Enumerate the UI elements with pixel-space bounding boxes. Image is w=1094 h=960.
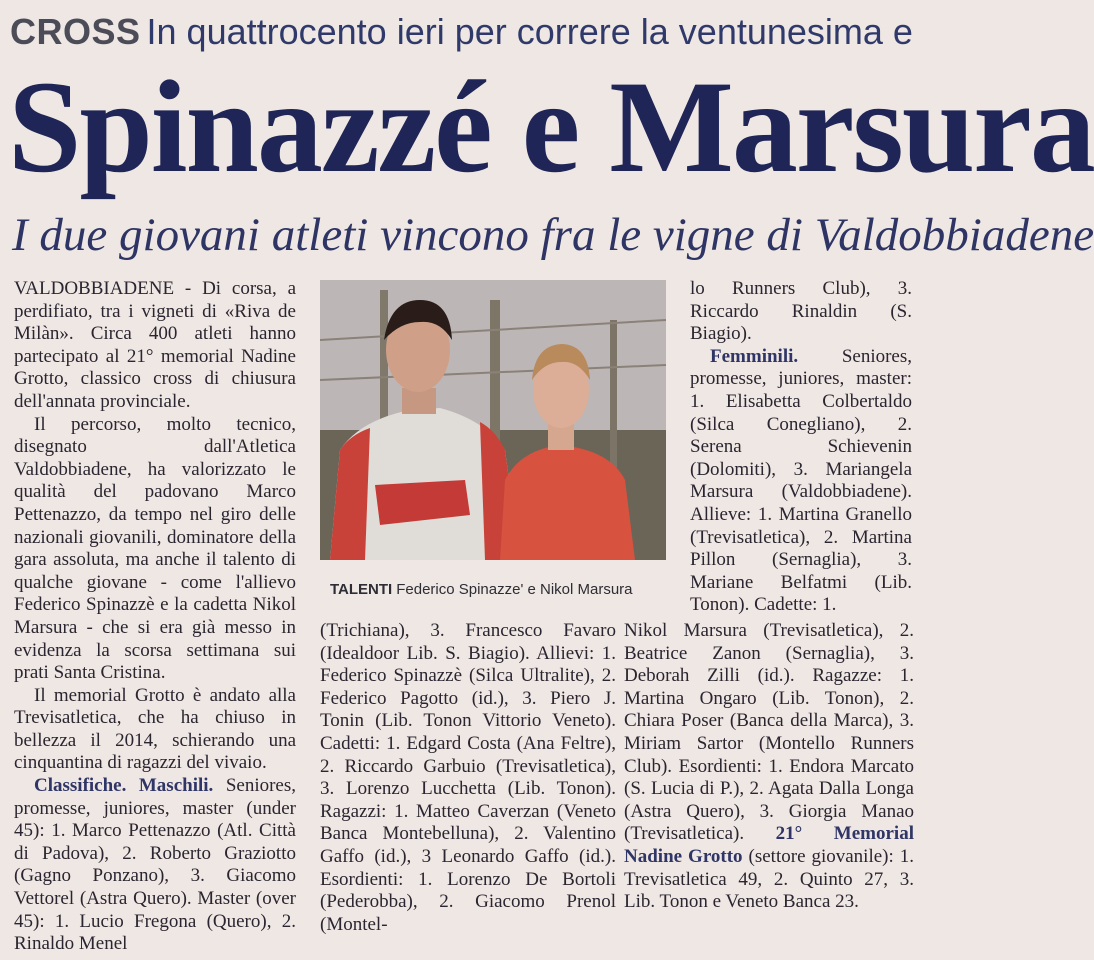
results-female-text: Seniores, promesse, juniores, master: 1. Elisabetta Colbertaldo (Silca Conegliano), 2. Serena Schievenin (Dolomiti), 3. Mariangela Marsura (Valdobbiadene). Allieve: 1. Martina Granello (Trevisatletica), 2. Martina Pillon (Sernaglia), 3. Mariane Belfatmi (Lib. Tonon). Cadette: 1. [690, 345, 912, 616]
caption-text: Federico Spinazze' e Nikol Marsura [396, 581, 633, 598]
paragraph-results-female-cont [624, 620, 914, 914]
article-column-2 [320, 620, 616, 936]
memorial-heading: 21° Memorial Nadine Grotto [624, 823, 914, 867]
results-female-cont-text: Nikol Marsura (Trevisatletica), 2. Beatrice Zanon (Sernaglia), 3. Deborah Zilli (id.). Ragazze: 1. Martina Ongaro (Lib. Tonon), 2. Chiara Poser (Banca della Marca), 3. Miriam Sartor (Montello Runners Club). Esordienti: 1. Endora Marcato (S. Lucia di P.), 2. Agata Dalla Longa (Astra Quero), 3. Giorgia Manao (Trevisatletica). [624, 620, 914, 845]
kicker [10, 6, 925, 58]
paragraph-intro: VALDOBBIADENE - Di corsa, a perdifiato, tra i vigneti di «Riva de Milàn». Circa 400 atleti hanno partecipato al 21° memorial Nadine Grotto, classico cross di chiusura dell'annata provinciale. [14, 278, 296, 412]
article-column-1 [14, 278, 296, 956]
female-heading: Femminili. [710, 345, 799, 367]
paragraph-results-male-cont: (Trichiana), 3. Francesco Favaro (Idealdoor Lib. S. Biagio). Allievi: 1. Federico Spinazzè (Silca Ultralite), 2. Federico Pagotto (id.), 3. Piero J. Tonin (Lib. Tonon Vittorio Veneto). Cadetti: 1. Edgard Costa (Ana Feltre), 2. Riccardo Garbuio (Trevisatletica), 3. Lorenzo Lucchetta (Lib. Tonon). Ragazzi: 1. Matteo Caverzan (Veneto Banca Montebelluna), 2. Valentino Gaffo (id.), 3 Leonardo Gaffo (id.). Esordienti: 1. Lorenzo De Bortoli (Pederobba), 2. Giacomo Prenol (Montel- [320, 620, 616, 935]
athletes-illustration [320, 280, 666, 560]
article-column-3-top [690, 278, 912, 617]
section-tag: CROSS [10, 11, 141, 52]
results-heading: Classifiche. Maschili. [34, 775, 214, 797]
paragraph-course: Il percorso, molto tecnico, disegnato dall'Atletica Valdobbiadene, ha valorizzato le qualità del padovano Marco Pettenazzo, da tempo nel giro delle nazionali giovanili, dominatore della gara assoluta, ma anche il talento di qualche giovane - come l'allievo Federico Spinazzè e la cadetta Nikol Marsura - che si era già messo in evidenza la scorsa settimana sui prati Santa Cristina. [14, 413, 296, 684]
memorial-results-text: (settore giovanile): 1. Trevisatletica 49, 2. Quinto 27, 3. Lib. Tonon e Veneto Banca 23. [624, 845, 914, 913]
athletes-photo [320, 280, 666, 560]
photo-caption [330, 578, 670, 602]
paragraph-results-female [690, 346, 912, 617]
article-column-3 [624, 620, 914, 914]
paragraph-memorial: Il memorial Grotto è andato alla Trevisatletica, che ha chiuso in bellezza il 2014, schierando una cinquantina di ragazzi del vivaio. [14, 684, 296, 774]
subheadline: I due giovani atleti vincono fra le vigne di Valdobbiadene [12, 209, 1094, 261]
caption-tag: TALENTI [330, 581, 393, 598]
results-male-text: Seniores, promesse, juniores, master (under 45): 1. Marco Pettenazzo (Atl. Città di Padova), 2. Roberto Graziotto (Gagno Ponzano), 3. Giacomo Vettorel (Astra Quero). Master (over 45): 1. Lucio Fregona (Quero), 2. Rinaldo Menel [14, 775, 296, 955]
kicker-text: In quattrocento ieri per correre la ventunesima e [146, 11, 913, 52]
headline: Spinazzé e Marsura [8, 53, 1094, 200]
paragraph-results-male [14, 775, 296, 956]
paragraph-male-end: lo Runners Club), 3. Riccardo Rinaldin (S. Biagio). [690, 278, 912, 345]
